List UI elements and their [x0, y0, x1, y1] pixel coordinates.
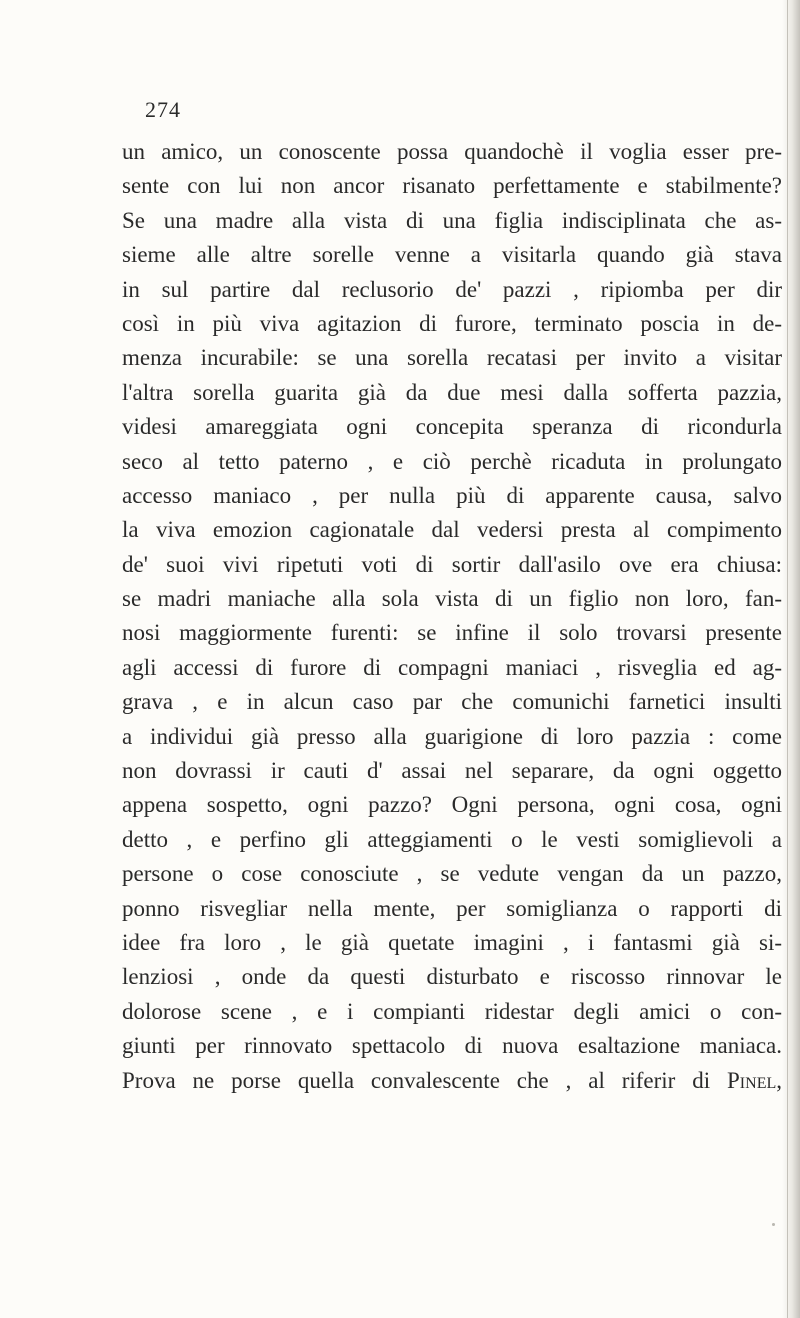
text-line: l'altra sorella guarita già da due mesi dalla sofferta pazzia,: [122, 379, 782, 405]
text-line: persone o cose conosciute , se vedute vengan da un pazzo,: [122, 861, 782, 887]
paper-speck: [772, 1223, 775, 1226]
text-line: appena sospetto, ogni pazzo? Ogni persona, ogni cosa, ogni: [122, 792, 782, 818]
text-line: in sul partire dal reclusorio de' pazzi , ripiomba per dir: [122, 276, 782, 302]
text-line: menza incurabile: se una sorella recatasi per invito a visitar: [122, 345, 782, 371]
text-line: un amico, un conoscente possa quandochè il voglia esser pre-: [122, 139, 782, 164]
text-line: grava , e in alcun caso par che comunichi farnetici insulti: [122, 689, 782, 715]
final-line-punct: ,: [776, 1067, 782, 1093]
text-line: detto , e perfino gli atteggiamenti o le vesti somiglievoli a: [122, 826, 782, 852]
text-line: sente con lui non ancor risanato perfettamente e stabilmente?: [122, 173, 782, 199]
text-line: sieme alle altre sorelle venne a visitarla quando già stava: [122, 242, 782, 268]
text-line: Se una madre alla vista di una figlia indisciplinata che as-: [122, 207, 782, 233]
text-line: accesso maniaco , per nulla più di apparente causa, salvo: [122, 482, 782, 508]
text-line: se madri maniache alla sola vista di un figlio non loro, fan-: [122, 586, 782, 612]
text-line: seco al tetto paterno , e ciò perchè ricaduta in prolungato: [122, 448, 782, 474]
text-line-final: [122, 1064, 782, 1098]
text-line: così in più viva agitazion di furore, terminato poscia in de-: [122, 310, 782, 336]
text-line: giunti per rinnovato spettacolo di nuova esaltazione maniaca.: [122, 1033, 782, 1059]
body-text: [122, 135, 782, 1098]
final-line-text: Prova ne porse quella convalescente che , al riferir di: [122, 1067, 728, 1093]
text-line: a individui già presso alla guarigione di loro pazzia : come: [122, 723, 782, 749]
text-line: idee fra loro , le già quetate imagini , i fantasmi già si-: [122, 929, 782, 955]
page-edge-shadow: [782, 0, 800, 1318]
text-line: agli accessi di furore di compagni maniaci , risveglia ed ag-: [122, 654, 782, 680]
text-line: videsi amareggiata ogni concepita speranza di ricondurla: [122, 414, 782, 440]
page-number: 274: [145, 97, 181, 122]
text-line: de' suoi vivi ripetuti voti di sortir dall'asilo ove era chiusa:: [122, 551, 782, 577]
author-name-pinel: Pinel: [727, 1067, 777, 1093]
text-line: lenziosi , onde da questi disturbato e riscosso rinnovar le: [122, 964, 782, 990]
text-line: non dovrassi ir cauti d' assai nel separare, da ogni oggetto: [122, 758, 782, 784]
page-edge-line: [787, 0, 788, 1318]
text-line: ponno risvegliar nella mente, per somiglianza o rapporti di: [122, 895, 782, 921]
text-line: nosi maggiormente furenti: se infine il solo trovarsi presente: [122, 620, 782, 646]
text-line: dolorose scene , e i compianti ridestar degli amici o con-: [122, 998, 782, 1024]
text-line: la viva emozion cagionatale dal vedersi presta al compimento: [122, 517, 782, 543]
